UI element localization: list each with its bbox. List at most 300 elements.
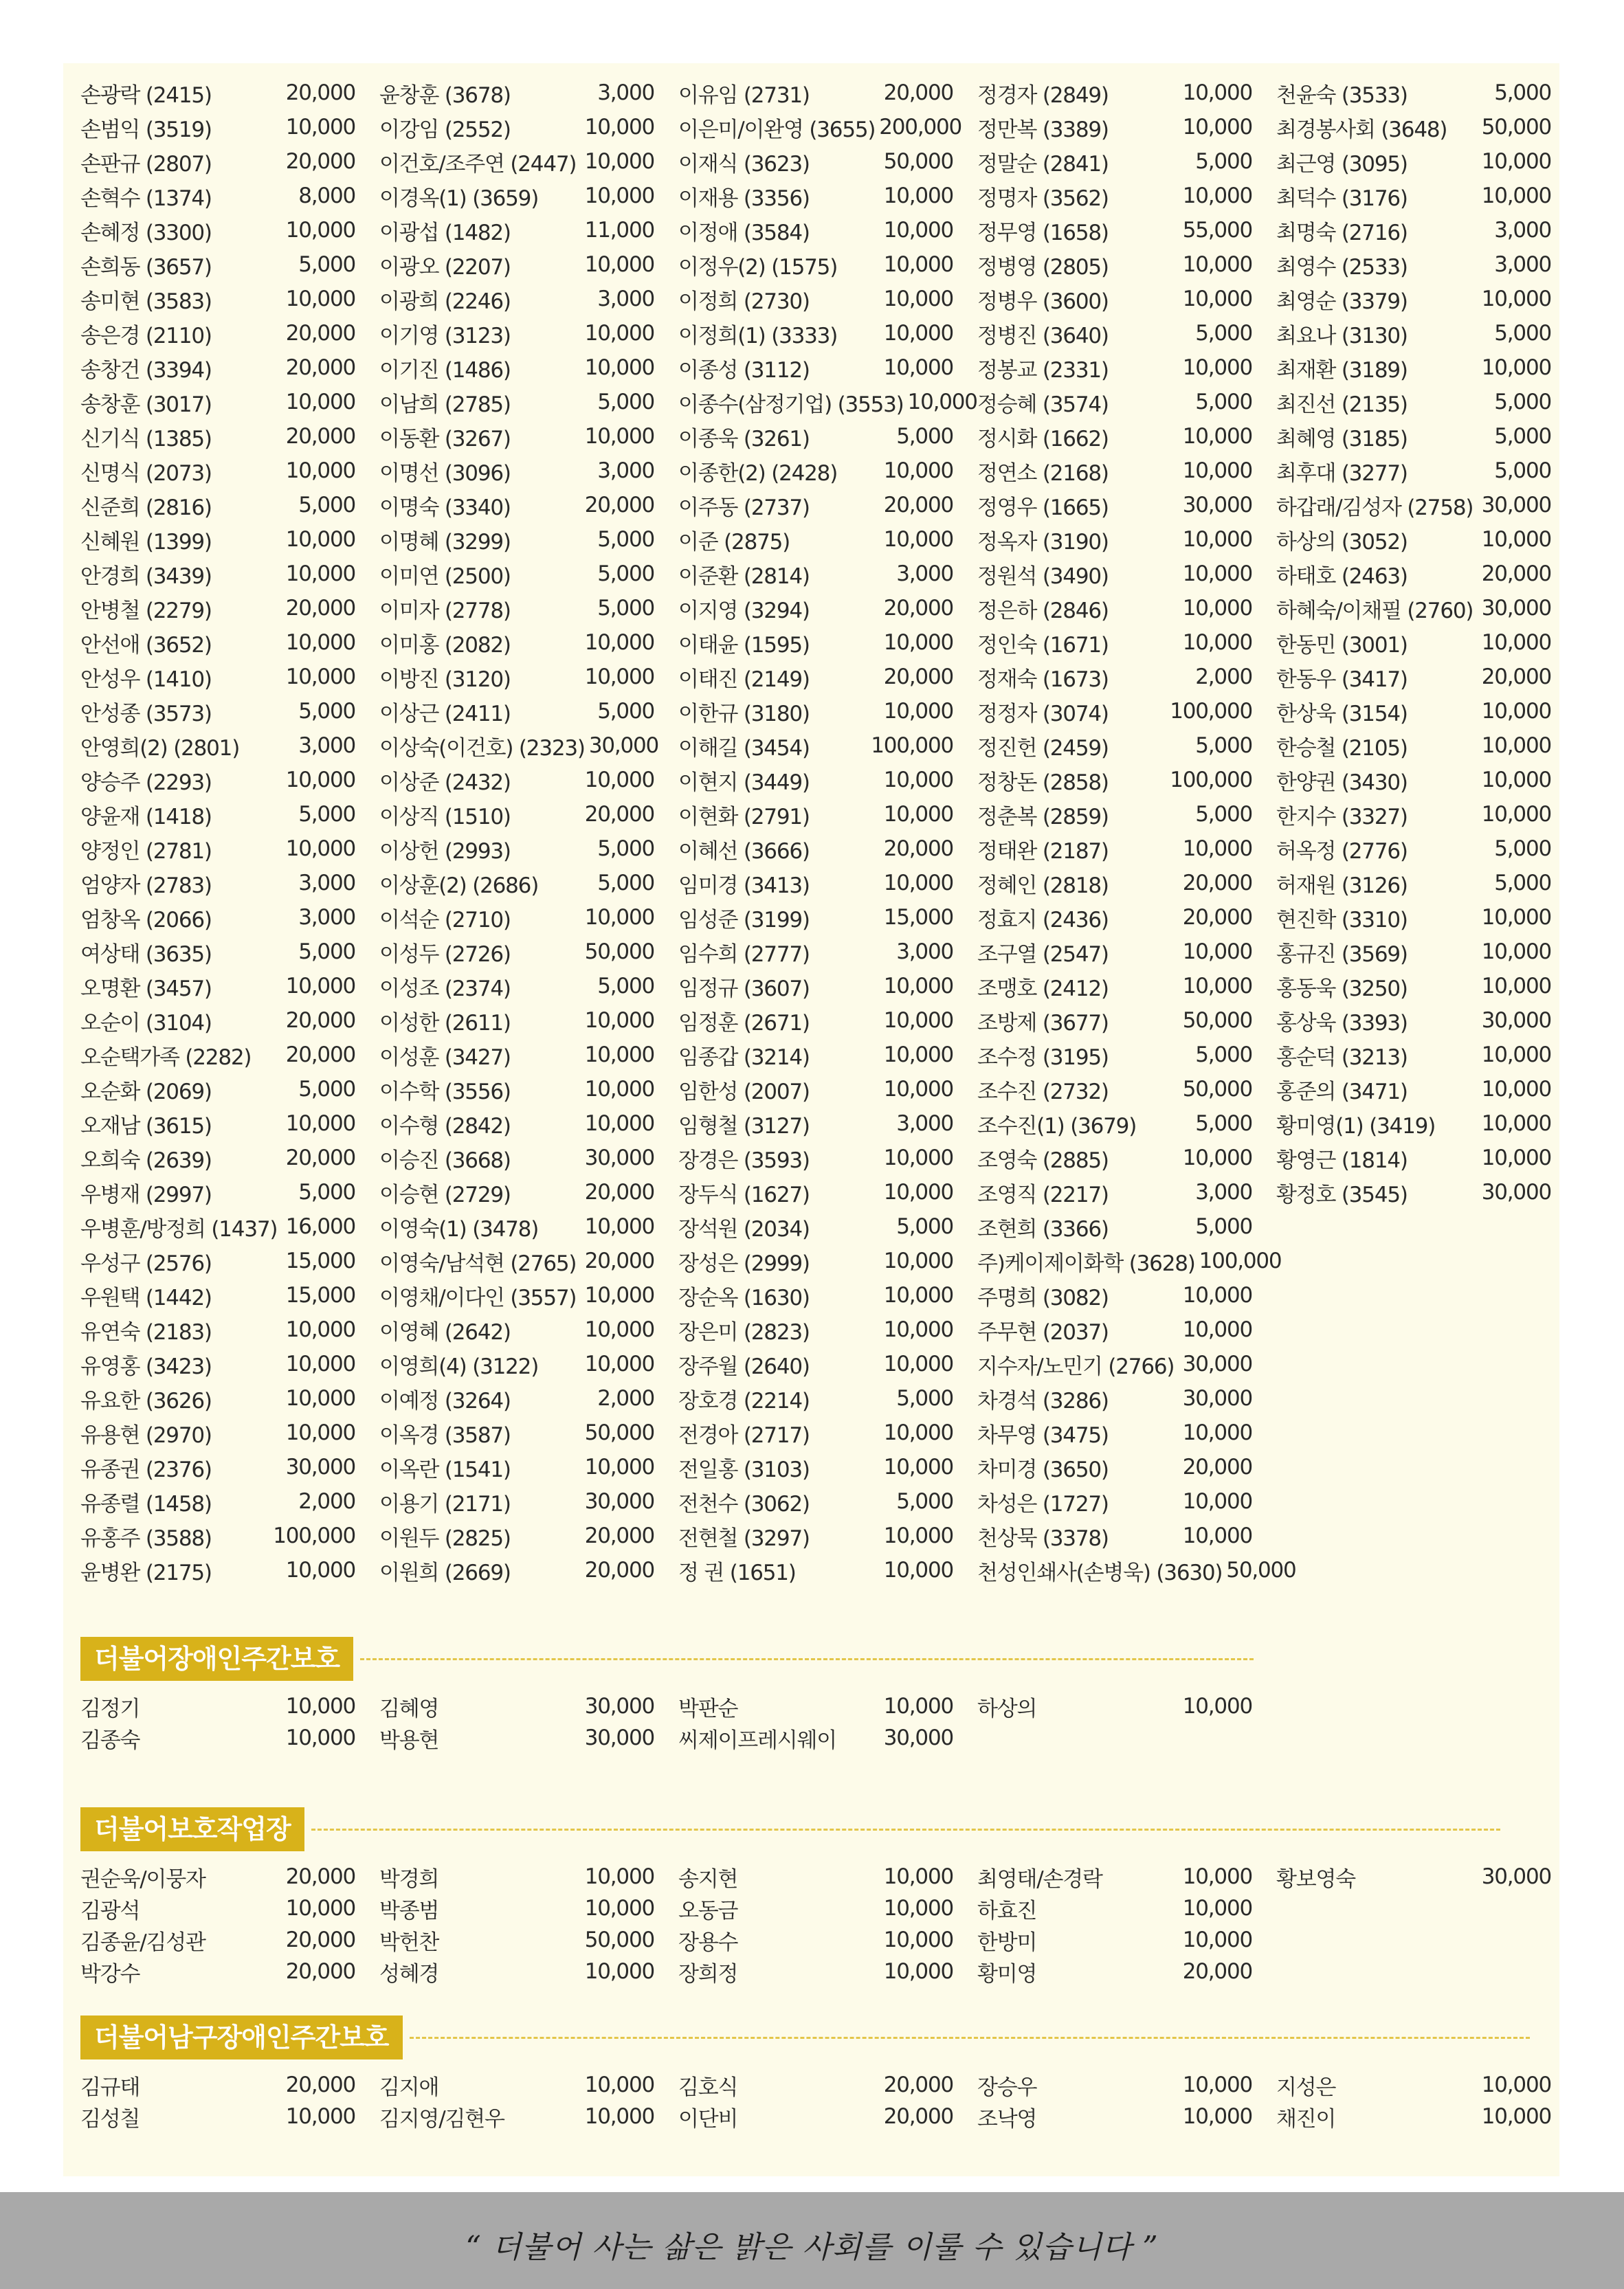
donation-amount: 5,000 (597, 871, 654, 895)
donor-row (977, 1209, 1252, 1244)
donor-name: 황보영숙 (1276, 1866, 1355, 1892)
donor-name: 이준환 (2814) (678, 563, 810, 589)
donor-row (80, 1690, 355, 1722)
donation-amount: 10,000 (1481, 1077, 1551, 1102)
donor-name: 이용기 (2171) (379, 1491, 511, 1517)
donation-amount: 5,000 (1195, 321, 1252, 346)
donor-row (80, 1209, 355, 1244)
donation-amount: 10,000 (1481, 733, 1551, 758)
donor-name: 김지영/김현우 (379, 2106, 504, 2132)
donor-row (379, 1484, 654, 1519)
donor-row (379, 900, 654, 935)
donation-amount: 50,000 (883, 149, 953, 174)
donor-row (977, 1141, 1252, 1175)
donor-row (1276, 213, 1551, 247)
donor-name: 이건호/조주연 (2447) (379, 151, 577, 177)
donor-row (379, 282, 654, 316)
donor-row (678, 1347, 953, 1381)
donor-name: 조현희 (3366) (977, 1216, 1109, 1242)
donor-name: 양정인 (2781) (80, 838, 212, 864)
donor-row (80, 144, 355, 179)
donation-amount: 10,000 (584, 1283, 654, 1308)
donor-row (678, 1553, 953, 1587)
donation-amount: 10,000 (584, 149, 654, 174)
donation-amount: 30,000 (285, 1455, 355, 1480)
donor-row (80, 1244, 355, 1278)
donor-name: 천윤숙 (3533) (1276, 82, 1408, 108)
donation-amount: 10,000 (584, 2104, 654, 2129)
donation-amount: 20,000 (285, 1928, 355, 1952)
donor-row (977, 1038, 1252, 1072)
donor-column (1276, 1861, 1551, 1892)
donation-amount: 10,000 (285, 1420, 355, 1445)
donor-name: 이미홍 (2082) (379, 632, 511, 658)
donor-row (1276, 969, 1551, 1003)
donation-amount: 30,000 (584, 1489, 654, 1514)
donor-name: 우병재 (2997) (80, 1182, 212, 1207)
donation-amount: 10,000 (883, 974, 953, 998)
donation-amount: 50,000 (584, 939, 654, 964)
donor-row (678, 1861, 953, 1892)
section-columns (80, 2069, 1551, 2138)
donor-name: 안영희(2) (2801) (80, 735, 240, 761)
donation-amount: 20,000 (883, 836, 953, 861)
donation-amount: 10,000 (584, 1042, 654, 1067)
donor-name: 이옥경 (3587) (379, 1422, 511, 1448)
donor-row (977, 557, 1252, 591)
donor-name: 윤창훈 (3678) (379, 82, 511, 108)
donor-name: 이상직 (1510) (379, 804, 511, 829)
donor-row (1276, 1861, 1551, 1892)
donation-amount: 5,000 (896, 1489, 953, 1514)
donation-amount: 10,000 (1481, 905, 1551, 930)
donation-amount: 10,000 (1182, 974, 1252, 998)
donation-amount: 10,000 (1182, 1283, 1252, 1308)
donor-row (1276, 76, 1551, 110)
donation-amount: 10,000 (1182, 939, 1252, 964)
donor-name: 손혁수 (1374) (80, 186, 212, 211)
donation-amount: 16,000 (285, 1214, 355, 1239)
section-title: 더불어남구장애인주간보호 (80, 2016, 403, 2059)
donor-name: 이상근 (2411) (379, 701, 511, 726)
donor-row (379, 1209, 654, 1244)
donation-amount: 20,000 (883, 2073, 953, 2097)
donor-name: 이수학 (3556) (379, 1079, 511, 1104)
donor-column (678, 1690, 953, 1754)
donor-row (678, 1106, 953, 1141)
donor-name: 이성훈 (3427) (379, 1045, 511, 1070)
donor-row (379, 660, 654, 694)
section-title: 더불어보호작업장 (80, 1807, 304, 1851)
donor-name: 이정애 (3584) (678, 220, 810, 245)
donor-row (379, 1956, 654, 1987)
donor-row (678, 1072, 953, 1106)
donor-row (379, 522, 654, 557)
donor-row (80, 1003, 355, 1038)
donor-row (977, 763, 1252, 797)
donor-row (977, 728, 1252, 763)
donor-column (80, 76, 355, 1587)
donor-name: 송지현 (678, 1866, 738, 1892)
donor-name: 조수진 (2732) (977, 1079, 1109, 1104)
donor-name: 정봉교 (2331) (977, 357, 1109, 383)
donation-amount: 10,000 (285, 115, 355, 139)
donor-row (678, 1892, 953, 1924)
donation-amount: 5,000 (298, 699, 355, 724)
donation-amount: 20,000 (584, 1558, 654, 1583)
donor-row (1276, 660, 1551, 694)
donation-amount: 10,000 (1182, 355, 1252, 380)
donor-name: 정말순 (2841) (977, 151, 1109, 177)
donor-column (678, 2069, 953, 2132)
donor-name: 천상묵 (3378) (977, 1526, 1109, 1551)
donor-row (977, 2101, 1252, 2132)
donor-row (678, 831, 953, 866)
donor-row (80, 1038, 355, 1072)
donor-row (1276, 694, 1551, 728)
donor-row (977, 1484, 1252, 1519)
donor-name: 조맹호 (2412) (977, 976, 1109, 1001)
donor-name: 정무영 (1658) (977, 220, 1109, 245)
donor-column (80, 1690, 355, 1754)
donor-row (678, 76, 953, 110)
donor-name: 한승철 (2105) (1276, 735, 1408, 761)
donor-name: 이태진 (2149) (678, 667, 810, 692)
donation-amount: 11,000 (584, 218, 654, 243)
donation-amount: 10,000 (1182, 1896, 1252, 1921)
donation-amount: 20,000 (883, 2104, 953, 2129)
donor-row (1276, 1141, 1551, 1175)
donor-name: 이은미/이완영 (3655) (678, 117, 876, 142)
donor-row (977, 350, 1252, 385)
donor-row (379, 1003, 654, 1038)
donor-row (678, 179, 953, 213)
donation-amount: 10,000 (1481, 2073, 1551, 2097)
donor-name: 이현지 (3449) (678, 770, 810, 795)
donation-amount: 10,000 (1182, 1420, 1252, 1445)
donation-amount: 5,000 (1195, 149, 1252, 174)
donation-amount: 10,000 (1182, 2104, 1252, 2129)
donation-amount: 10,000 (883, 1959, 953, 1984)
donor-row (1276, 419, 1551, 454)
donor-name: 하상의 (977, 1696, 1037, 1721)
donor-row (80, 1861, 355, 1892)
donor-name: 하혜숙/이채필 (2760) (1276, 598, 1473, 623)
donor-name: 허옥정 (2776) (1276, 838, 1408, 864)
donor-row (977, 1553, 1296, 1587)
donation-amount: 10,000 (883, 1283, 953, 1308)
donor-row (80, 385, 355, 419)
donor-name: 엄양자 (2783) (80, 873, 212, 898)
donor-column (678, 76, 977, 1587)
donor-row (977, 454, 1252, 488)
donor-name: 하상의 (3052) (1276, 529, 1408, 555)
donor-name: 최덕수 (3176) (1276, 186, 1408, 211)
donor-name: 이미연 (2500) (379, 563, 511, 589)
donor-name: 임종갑 (3214) (678, 1045, 810, 1070)
donation-amount: 10,000 (584, 1008, 654, 1033)
donor-row (977, 1416, 1252, 1450)
donor-name: 현진학 (3310) (1276, 907, 1408, 933)
donation-amount: 10,000 (883, 1864, 953, 1889)
donor-name: 이영혜 (2642) (379, 1319, 511, 1345)
donor-name: 이정희(1) (3333) (678, 323, 838, 348)
donor-name: 정영우 (1665) (977, 495, 1109, 520)
donation-amount: 100,000 (273, 1523, 355, 1548)
donor-name: 한상욱 (3154) (1276, 701, 1408, 726)
donor-row (1276, 866, 1551, 900)
donor-column (1276, 2069, 1551, 2132)
donation-amount: 5,000 (597, 836, 654, 861)
donor-name: 이성두 (2726) (379, 941, 511, 967)
donor-row (1276, 1003, 1551, 1038)
donor-name: 유용현 (2970) (80, 1422, 212, 1448)
donor-name: 이광희 (2246) (379, 289, 511, 314)
donation-amount: 30,000 (883, 1726, 953, 1750)
donor-name: 정혜인 (2818) (977, 873, 1109, 898)
donation-amount: 10,000 (883, 1352, 953, 1376)
donation-amount: 3,000 (1494, 252, 1551, 277)
donor-row (379, 1313, 654, 1347)
donor-name: 임정훈 (2671) (678, 1010, 810, 1036)
donation-amount: 10,000 (1182, 630, 1252, 655)
donor-name: 이종한(2) (2428) (678, 460, 838, 486)
donor-name: 이단비 (678, 2106, 738, 2132)
donor-name: 정병진 (3640) (977, 323, 1109, 348)
donor-name: 황미영(1) (3419) (1276, 1113, 1436, 1139)
donor-row (678, 419, 953, 454)
donor-row (1276, 1106, 1551, 1141)
donor-name: 최명숙 (2716) (1276, 220, 1408, 245)
donor-name: 오희숙 (2639) (80, 1148, 212, 1173)
donor-row (977, 1450, 1252, 1484)
donor-name: 이영숙/남석현 (2765) (379, 1251, 577, 1276)
donation-amount: 20,000 (584, 1523, 654, 1548)
slogan: “ 더불어 사는 삶은 밝은 사회를 이룰 수 있습니다 ” (465, 2230, 1159, 2265)
donor-name: 조수진(1) (3679) (977, 1113, 1137, 1139)
donor-row (80, 110, 355, 144)
donor-row (80, 213, 355, 247)
donation-amount: 10,000 (285, 527, 355, 552)
donor-column (379, 2069, 654, 2132)
donation-amount: 10,000 (285, 1726, 355, 1750)
donation-amount: 10,000 (584, 424, 654, 449)
donation-amount: 10,000 (883, 218, 953, 243)
donor-name: 이상헌 (2993) (379, 838, 511, 864)
donation-amount: 15,000 (285, 1249, 355, 1273)
section-sheltered-workshop (80, 1807, 1551, 1987)
donor-row (379, 1278, 654, 1313)
donation-amount: 10,000 (1182, 596, 1252, 621)
donor-name: 장성은 (2999) (678, 1251, 810, 1276)
donor-row (80, 969, 355, 1003)
donor-name: 이재용 (3356) (678, 186, 810, 211)
donor-name: 임형철 (3127) (678, 1113, 810, 1139)
donation-amount: 10,000 (883, 802, 953, 827)
donor-row (1276, 454, 1551, 488)
donor-name: 장두식 (1627) (678, 1182, 810, 1207)
donor-row (379, 797, 654, 831)
donation-amount: 50,000 (1481, 115, 1551, 139)
donor-name: 채진이 (1276, 2106, 1336, 2132)
donor-name: 홍동욱 (3250) (1276, 976, 1408, 1001)
donor-name: 안경희 (3439) (80, 563, 212, 589)
donation-amount: 20,000 (883, 80, 953, 105)
donor-row (379, 110, 654, 144)
donor-row (80, 900, 355, 935)
donor-row (80, 419, 355, 454)
donor-row (977, 1690, 1252, 1722)
donation-amount: 10,000 (584, 630, 654, 655)
donation-amount: 3,000 (597, 80, 654, 105)
donor-row (379, 419, 654, 454)
donor-name: 이예정 (3264) (379, 1388, 511, 1414)
donor-row (977, 1347, 1252, 1381)
donor-row (80, 2069, 355, 2101)
donation-amount: 30,000 (1481, 596, 1551, 621)
donor-row (1276, 900, 1551, 935)
donation-amount: 10,000 (883, 871, 953, 895)
donor-row (80, 763, 355, 797)
donor-row (1276, 831, 1551, 866)
donor-name: 이유임 (2731) (678, 82, 810, 108)
donor-row (379, 694, 654, 728)
donor-row (1276, 763, 1551, 797)
donor-row (80, 2101, 355, 2132)
donor-row (80, 1175, 355, 1209)
donor-name: 성혜경 (379, 1961, 439, 1987)
donor-name: 이강임 (2552) (379, 117, 511, 142)
donor-name: 한양권 (3430) (1276, 770, 1408, 795)
donor-row (977, 1956, 1252, 1987)
donor-name: 손판규 (2807) (80, 151, 212, 177)
donor-name: 엄창옥 (2066) (80, 907, 212, 933)
donor-row (80, 1141, 355, 1175)
donor-name: 정춘복 (2859) (977, 804, 1109, 829)
donor-name: 정시화 (1662) (977, 426, 1109, 451)
donor-name: 손광락 (2415) (80, 82, 212, 108)
donor-name: 유요한 (3626) (80, 1388, 212, 1414)
donor-name: 전현철 (3297) (678, 1526, 810, 1551)
donor-name: 이광오 (2207) (379, 254, 511, 280)
donor-row (678, 1381, 953, 1416)
donor-row (977, 969, 1252, 1003)
donation-amount: 3,000 (597, 287, 654, 311)
donor-row (379, 1381, 654, 1416)
donor-row (80, 1072, 355, 1106)
donor-row (379, 454, 654, 488)
donation-amount: 30,000 (1182, 493, 1252, 517)
donor-row (80, 1381, 355, 1416)
donor-name: 주)케이제이화학 (3628) (977, 1251, 1195, 1276)
dashed-rule (360, 1658, 1254, 1660)
donation-amount: 10,000 (883, 699, 953, 724)
donation-amount: 10,000 (584, 1077, 654, 1102)
donor-name: 송창훈 (3017) (80, 392, 212, 417)
donor-row (80, 247, 355, 282)
donor-name: 안성우 (1410) (80, 667, 212, 692)
donor-name: 최근영 (3095) (1276, 151, 1408, 177)
donor-name: 김규태 (80, 2075, 140, 2100)
donor-name: 오순택가족 (2282) (80, 1045, 252, 1070)
donor-row (379, 557, 654, 591)
donor-row (80, 866, 355, 900)
dashed-rule (311, 1829, 1500, 1831)
donor-name: 장희정 (678, 1961, 738, 1987)
donor-row (80, 1450, 355, 1484)
donor-row (379, 831, 654, 866)
donor-name: 신준희 (2816) (80, 495, 212, 520)
donor-row (1276, 179, 1551, 213)
donor-row (379, 1722, 654, 1754)
donor-row (379, 1175, 654, 1209)
donor-row (1276, 488, 1551, 522)
donor-row (80, 488, 355, 522)
section-columns (80, 1690, 1254, 1759)
donor-name: 이현화 (2791) (678, 804, 810, 829)
donor-name: 이기진 (1486) (379, 357, 511, 383)
donor-row (977, 1175, 1252, 1209)
donor-name: 조수정 (3195) (977, 1045, 1109, 1070)
donor-row (678, 900, 953, 935)
donor-row (678, 454, 953, 488)
donor-name: 장석원 (2034) (678, 1216, 810, 1242)
donation-amount: 10,000 (883, 1249, 953, 1273)
donor-row (678, 316, 953, 350)
donation-amount: 100,000 (1199, 1249, 1282, 1273)
donation-amount: 2,000 (1195, 665, 1252, 689)
donor-name: 장주월 (2640) (678, 1354, 810, 1379)
donor-column (678, 1861, 953, 1987)
donor-row (678, 763, 953, 797)
donation-amount: 10,000 (584, 665, 654, 689)
donor-row (977, 900, 1252, 935)
donor-name: 안병철 (2279) (80, 598, 212, 623)
donor-name: 주무현 (2037) (977, 1319, 1109, 1345)
donation-amount: 5,000 (896, 424, 953, 449)
donation-amount: 10,000 (1182, 1317, 1252, 1342)
donor-name: 임미경 (3413) (678, 873, 810, 898)
donor-row (678, 1450, 953, 1484)
donor-name: 신혜원 (1399) (80, 529, 212, 555)
donor-row (1276, 797, 1551, 831)
donor-row (80, 1484, 355, 1519)
donation-amount: 30,000 (1481, 1864, 1551, 1889)
donation-amount: 20,000 (1182, 871, 1252, 895)
donor-row (1276, 110, 1551, 144)
donor-name: 이원희 (2669) (379, 1560, 511, 1585)
donor-name: 손혜정 (3300) (80, 220, 212, 245)
donation-amount: 5,000 (597, 974, 654, 998)
donation-amount: 5,000 (1195, 1214, 1252, 1239)
donor-name: 조낙영 (977, 2106, 1037, 2132)
donation-amount: 10,000 (883, 630, 953, 655)
donation-amount: 10,000 (883, 1077, 953, 1102)
donor-row (80, 1519, 355, 1553)
donation-amount: 10,000 (1182, 183, 1252, 208)
donor-name: 박판순 (678, 1696, 738, 1721)
donor-row (379, 1141, 654, 1175)
donation-amount: 5,000 (1494, 424, 1551, 449)
donor-name: 안성종 (3573) (80, 701, 212, 726)
donor-name: 이경옥(1) (3659) (379, 186, 539, 211)
donor-row (80, 76, 355, 110)
donation-amount: 20,000 (584, 802, 654, 827)
donor-row (379, 247, 654, 282)
donor-row (977, 488, 1252, 522)
donation-amount: 10,000 (883, 1008, 953, 1033)
donor-name: 장호경 (2214) (678, 1388, 810, 1414)
